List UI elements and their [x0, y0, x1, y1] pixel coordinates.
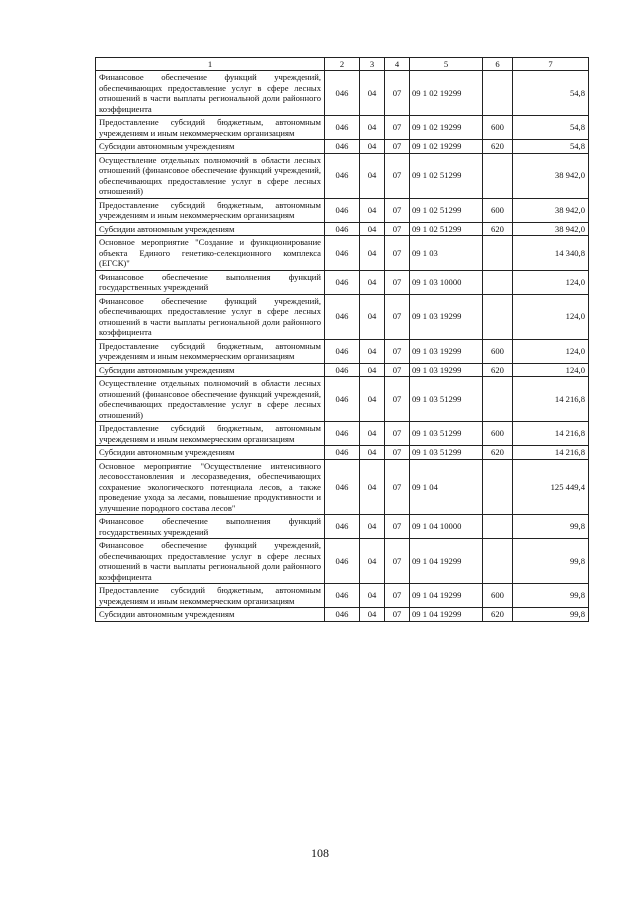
- subsection-code: 07: [385, 236, 410, 271]
- subsection-code: 07: [385, 539, 410, 584]
- expense-name: Финансовое обеспечение выполнения функций государственных учреждений: [96, 515, 325, 539]
- subsection-code: 07: [385, 377, 410, 422]
- table-row: [96, 608, 589, 622]
- ministry-code: 046: [325, 294, 360, 339]
- amount: 38 942,0: [513, 153, 589, 198]
- target-item-code: 09 1 03 10000: [410, 270, 483, 294]
- expense-type-code: 600: [483, 584, 513, 608]
- expense-name: Финансовое обеспечение функций учреждений, обеспечивающих предоставление услуг в сфере лесных отношений в части выплаты региональной доли районного коэффициента: [96, 71, 325, 116]
- target-item-code: 09 1 03: [410, 236, 483, 271]
- expense-type-code: [483, 71, 513, 116]
- amount: 124,0: [513, 270, 589, 294]
- section-code: 04: [360, 116, 385, 140]
- target-item-code: 09 1 04 10000: [410, 515, 483, 539]
- ministry-code: 046: [325, 236, 360, 271]
- expense-name: Финансовое обеспечение выполнения функций государственных учреждений: [96, 270, 325, 294]
- table-row: [96, 71, 589, 116]
- expense-type-code: 620: [483, 446, 513, 460]
- table-row: [96, 236, 589, 271]
- section-code: 04: [360, 140, 385, 154]
- amount: 124,0: [513, 294, 589, 339]
- expense-name: Финансовое обеспечение функций учреждений, обеспечивающих предоставление услуг в сфере лесных отношений в части выплаты региональной доли районного коэффициента: [96, 294, 325, 339]
- subsection-code: 07: [385, 422, 410, 446]
- amount: 124,0: [513, 339, 589, 363]
- table-row: [96, 222, 589, 236]
- section-code: 04: [360, 153, 385, 198]
- section-code: 04: [360, 608, 385, 622]
- target-item-code: 09 1 04 19299: [410, 584, 483, 608]
- target-item-code: 09 1 03 51299: [410, 446, 483, 460]
- section-code: 04: [360, 270, 385, 294]
- amount: 99,8: [513, 539, 589, 584]
- column-header: 3: [360, 58, 385, 71]
- section-code: 04: [360, 222, 385, 236]
- section-code: 04: [360, 515, 385, 539]
- column-header: 4: [385, 58, 410, 71]
- amount: 99,8: [513, 515, 589, 539]
- expense-type-code: 600: [483, 422, 513, 446]
- target-item-code: 09 1 03 19299: [410, 363, 483, 377]
- table-row: [96, 422, 589, 446]
- amount: 54,8: [513, 71, 589, 116]
- ministry-code: 046: [325, 153, 360, 198]
- subsection-code: 07: [385, 153, 410, 198]
- target-item-code: 09 1 02 51299: [410, 198, 483, 222]
- amount: 38 942,0: [513, 222, 589, 236]
- target-item-code: 09 1 03 51299: [410, 377, 483, 422]
- column-header: 1: [96, 58, 325, 71]
- section-code: 04: [360, 459, 385, 515]
- expense-name: Субсидии автономным учреждениям: [96, 608, 325, 622]
- table-row: [96, 270, 589, 294]
- expense-name: Предоставление субсидий бюджетным, автономным учреждениям и иным некоммерческим организациям: [96, 116, 325, 140]
- ministry-code: 046: [325, 459, 360, 515]
- ministry-code: 046: [325, 116, 360, 140]
- target-item-code: 09 1 02 51299: [410, 222, 483, 236]
- table-row: [96, 198, 589, 222]
- expense-type-code: [483, 377, 513, 422]
- target-item-code: 09 1 02 19299: [410, 140, 483, 154]
- expense-type-code: [483, 236, 513, 271]
- ministry-code: 046: [325, 608, 360, 622]
- section-code: 04: [360, 539, 385, 584]
- table-row: [96, 515, 589, 539]
- expense-name: Осуществление отдельных полномочий в области лесных отношений (финансовое обеспечение функций учреждений, обеспечивающих предоставление услуг в сфере лесных отношений): [96, 153, 325, 198]
- table-row: [96, 377, 589, 422]
- expense-type-code: [483, 459, 513, 515]
- amount: 14 216,8: [513, 377, 589, 422]
- expense-name: Предоставление субсидий бюджетным, автономным учреждениям и иным некоммерческим организациям: [96, 339, 325, 363]
- section-code: 04: [360, 236, 385, 271]
- amount: 99,8: [513, 608, 589, 622]
- ministry-code: 046: [325, 339, 360, 363]
- subsection-code: 07: [385, 363, 410, 377]
- ministry-code: 046: [325, 222, 360, 236]
- target-item-code: 09 1 04 19299: [410, 539, 483, 584]
- subsection-code: 07: [385, 608, 410, 622]
- section-code: 04: [360, 584, 385, 608]
- expense-type-code: 600: [483, 339, 513, 363]
- ministry-code: 046: [325, 584, 360, 608]
- expense-type-code: [483, 515, 513, 539]
- target-item-code: 09 1 02 51299: [410, 153, 483, 198]
- ministry-code: 046: [325, 515, 360, 539]
- table-body: [96, 71, 589, 622]
- expense-type-code: 600: [483, 198, 513, 222]
- section-code: 04: [360, 294, 385, 339]
- target-item-code: 09 1 02 19299: [410, 116, 483, 140]
- expense-type-code: 620: [483, 140, 513, 154]
- table-row: [96, 584, 589, 608]
- ministry-code: 046: [325, 377, 360, 422]
- section-code: 04: [360, 339, 385, 363]
- expense-name: Финансовое обеспечение функций учреждений, обеспечивающих предоставление услуг в сфере лесных отношений в части выплаты региональной доли районного коэффициента: [96, 539, 325, 584]
- target-item-code: 09 1 03 19299: [410, 339, 483, 363]
- section-code: 04: [360, 198, 385, 222]
- amount: 54,8: [513, 140, 589, 154]
- section-code: 04: [360, 446, 385, 460]
- ministry-code: 046: [325, 198, 360, 222]
- amount: 99,8: [513, 584, 589, 608]
- target-item-code: 09 1 04 19299: [410, 608, 483, 622]
- amount: 14 216,8: [513, 422, 589, 446]
- target-item-code: 09 1 03 19299: [410, 294, 483, 339]
- column-header: 6: [483, 58, 513, 71]
- table-row: [96, 116, 589, 140]
- table-row: [96, 539, 589, 584]
- column-header: 5: [410, 58, 483, 71]
- section-code: 04: [360, 363, 385, 377]
- section-code: 04: [360, 422, 385, 446]
- table-row: [96, 363, 589, 377]
- section-code: 04: [360, 377, 385, 422]
- subsection-code: 07: [385, 198, 410, 222]
- expense-type-code: [483, 153, 513, 198]
- amount: 54,8: [513, 116, 589, 140]
- ministry-code: 046: [325, 539, 360, 584]
- table-row: [96, 459, 589, 515]
- expense-name: Субсидии автономным учреждениям: [96, 140, 325, 154]
- column-header: 7: [513, 58, 589, 71]
- subsection-code: 07: [385, 584, 410, 608]
- subsection-code: 07: [385, 515, 410, 539]
- ministry-code: 046: [325, 422, 360, 446]
- target-item-code: 09 1 03 51299: [410, 422, 483, 446]
- column-header: 2: [325, 58, 360, 71]
- subsection-code: 07: [385, 446, 410, 460]
- section-code: 04: [360, 71, 385, 116]
- expense-type-code: [483, 539, 513, 584]
- expense-name: Субсидии автономным учреждениям: [96, 363, 325, 377]
- budget-table: [95, 57, 589, 622]
- header-row: [96, 58, 589, 71]
- subsection-code: 07: [385, 459, 410, 515]
- ministry-code: 046: [325, 71, 360, 116]
- amount: 14 340,8: [513, 236, 589, 271]
- table-row: [96, 153, 589, 198]
- expense-type-code: 600: [483, 116, 513, 140]
- ministry-code: 046: [325, 140, 360, 154]
- expense-name: Предоставление субсидий бюджетным, автономным учреждениям и иным некоммерческим организациям: [96, 198, 325, 222]
- table-row: [96, 446, 589, 460]
- ministry-code: 046: [325, 270, 360, 294]
- subsection-code: 07: [385, 339, 410, 363]
- amount: 14 216,8: [513, 446, 589, 460]
- amount: 125 449,4: [513, 459, 589, 515]
- target-item-code: 09 1 04: [410, 459, 483, 515]
- expense-name: Субсидии автономным учреждениям: [96, 222, 325, 236]
- expense-name: Осуществление отдельных полномочий в области лесных отношений (финансовое обеспечение функций учреждений, обеспечивающих предоставление услуг в сфере лесных отношений): [96, 377, 325, 422]
- expense-name: Субсидии автономным учреждениям: [96, 446, 325, 460]
- subsection-code: 07: [385, 222, 410, 236]
- amount: 38 942,0: [513, 198, 589, 222]
- expense-type-code: [483, 294, 513, 339]
- subsection-code: 07: [385, 294, 410, 339]
- table-row: [96, 339, 589, 363]
- expense-name: Основное мероприятие "Осуществление интенсивного лесовосстановления и лесоразведения, обеспечивающих сохранение экологического потенциала лесов, а также проведение ухода за лесами, повышение продуктивности и улучшение породного состава лесов": [96, 459, 325, 515]
- expense-type-code: [483, 270, 513, 294]
- subsection-code: 07: [385, 116, 410, 140]
- target-item-code: 09 1 02 19299: [410, 71, 483, 116]
- expense-type-code: 620: [483, 608, 513, 622]
- expense-name: Предоставление субсидий бюджетным, автономным учреждениям и иным некоммерческим организациям: [96, 422, 325, 446]
- expense-type-code: 620: [483, 222, 513, 236]
- ministry-code: 046: [325, 363, 360, 377]
- table-row: [96, 140, 589, 154]
- expense-name: Предоставление субсидий бюджетным, автономным учреждениям и иным некоммерческим организациям: [96, 584, 325, 608]
- subsection-code: 07: [385, 140, 410, 154]
- expense-name: Основное мероприятие "Создание и функционирование объекта Единого генетико-селекционного комплекса (ЕГСК)": [96, 236, 325, 271]
- ministry-code: 046: [325, 446, 360, 460]
- subsection-code: 07: [385, 270, 410, 294]
- page-number: 108: [311, 846, 329, 860]
- subsection-code: 07: [385, 71, 410, 116]
- expense-type-code: 620: [483, 363, 513, 377]
- amount: 124,0: [513, 363, 589, 377]
- table-row: [96, 294, 589, 339]
